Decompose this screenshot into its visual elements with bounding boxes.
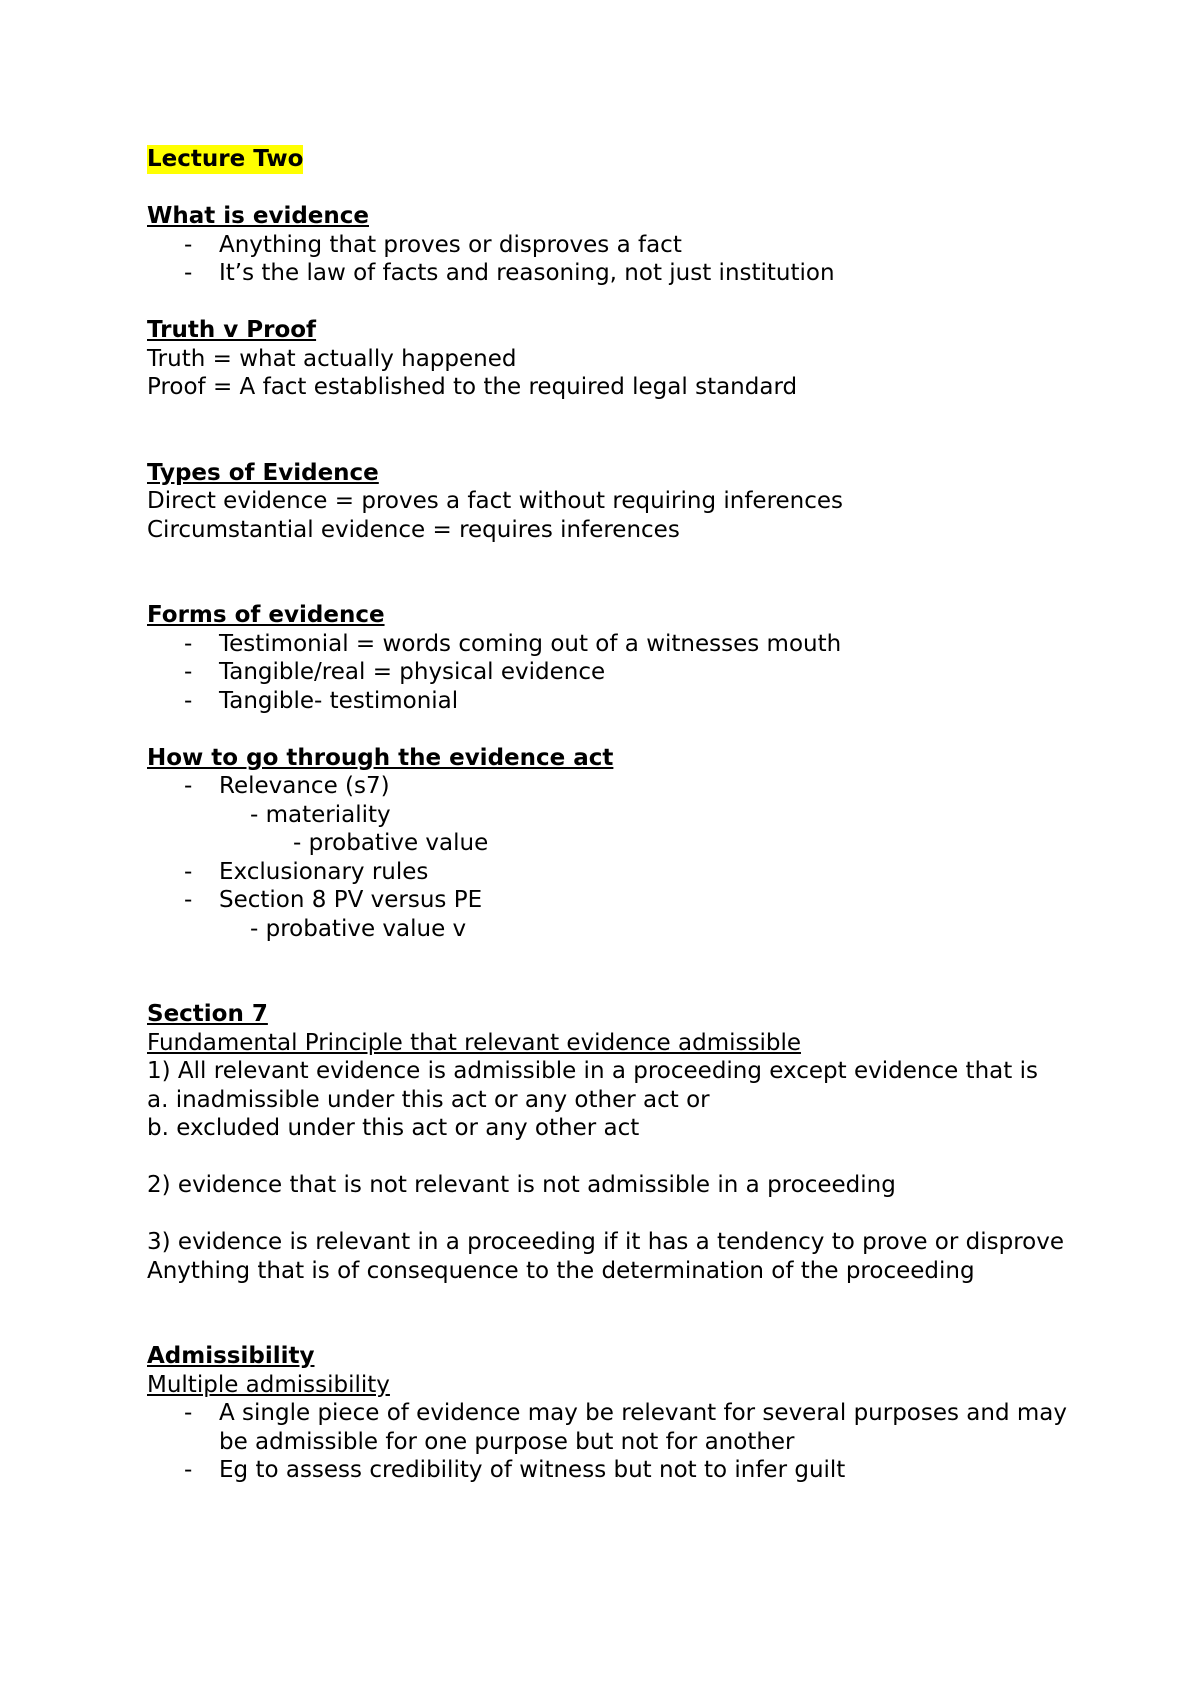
list-item: - Section 8 PV versus PE <box>184 887 483 913</box>
list-forms-of-evidence <box>147 630 1087 716</box>
heading-forms-of-evidence: Forms of evidence <box>147 602 385 628</box>
lecture-title: Lecture Two <box>147 146 304 172</box>
list-how-to-go-through <box>147 772 1087 801</box>
document-body <box>147 145 1087 1485</box>
list-item: - Testimonial = words coming out of a witnesses mouth <box>184 630 842 657</box>
heading-what-is-evidence: What is evidence <box>147 203 369 229</box>
list-item: - A single piece of evidence may be relevant for several purposes and may be admissible for one purpose but not for another <box>184 1400 1068 1455</box>
list-item: - Tangible- testimonial <box>184 687 459 714</box>
heading-how-to-go-through: How to go through the evidence act <box>147 744 614 771</box>
sub-item-probative-value: - probative value <box>293 830 489 856</box>
section7-para-2: 2) evidence that is not relevant is not admissible in a proceeding <box>147 1172 896 1198</box>
section7-para-1a: a. inadmissible under this act or any other act or <box>147 1086 710 1113</box>
subheading-fundamental-principle: Fundamental Principle that relevant evidence admissible <box>147 1029 801 1056</box>
heading-types-of-evidence: Types of Evidence <box>147 459 379 486</box>
list-item: - Relevance (s7) <box>184 773 390 799</box>
circumstantial-evidence-line: Circumstantial evidence = requires inferences <box>147 516 680 543</box>
direct-evidence-line: Direct evidence = proves a fact without requiring inferences <box>147 488 844 514</box>
heading-truth-v-proof: Truth v Proof <box>147 317 317 343</box>
truth-line: Truth = what actually happened <box>147 345 517 372</box>
list-item: - Eg to assess credibility of witness but not to infer guilt <box>184 1457 846 1483</box>
heading-admissibility: Admissibility <box>147 1343 315 1369</box>
list-admissibility <box>147 1399 1087 1485</box>
heading-section-7: Section 7 <box>147 1001 268 1027</box>
sub-item-materiality: - materiality <box>250 801 391 828</box>
section7-para-1: 1) All relevant evidence is admissible in a proceeding except evidence that is <box>147 1058 1038 1084</box>
subheading-multiple-admissibility: Multiple admissibility <box>147 1371 390 1398</box>
section7-para-3: 3) evidence is relevant in a proceeding if it has a tendency to prove or disprove <box>147 1229 1064 1255</box>
list-what-is-evidence <box>147 231 1087 288</box>
proof-line: Proof = A fact established to the required legal standard <box>147 374 798 400</box>
section7-para-1b: b. excluded under this act or any other act <box>147 1115 640 1141</box>
list-item: - Exclusionary rules <box>184 858 429 885</box>
section7-para-4: Anything that is of consequence to the determination of the proceeding <box>147 1257 975 1284</box>
list-item: - It’s the law of facts and reasoning, not just institution <box>184 260 835 286</box>
list-item: - Tangible/real = physical evidence <box>184 659 606 685</box>
sub-item-probative-value-v: - probative value v <box>250 915 467 942</box>
list-item: - Anything that proves or disproves a fact <box>184 231 682 258</box>
